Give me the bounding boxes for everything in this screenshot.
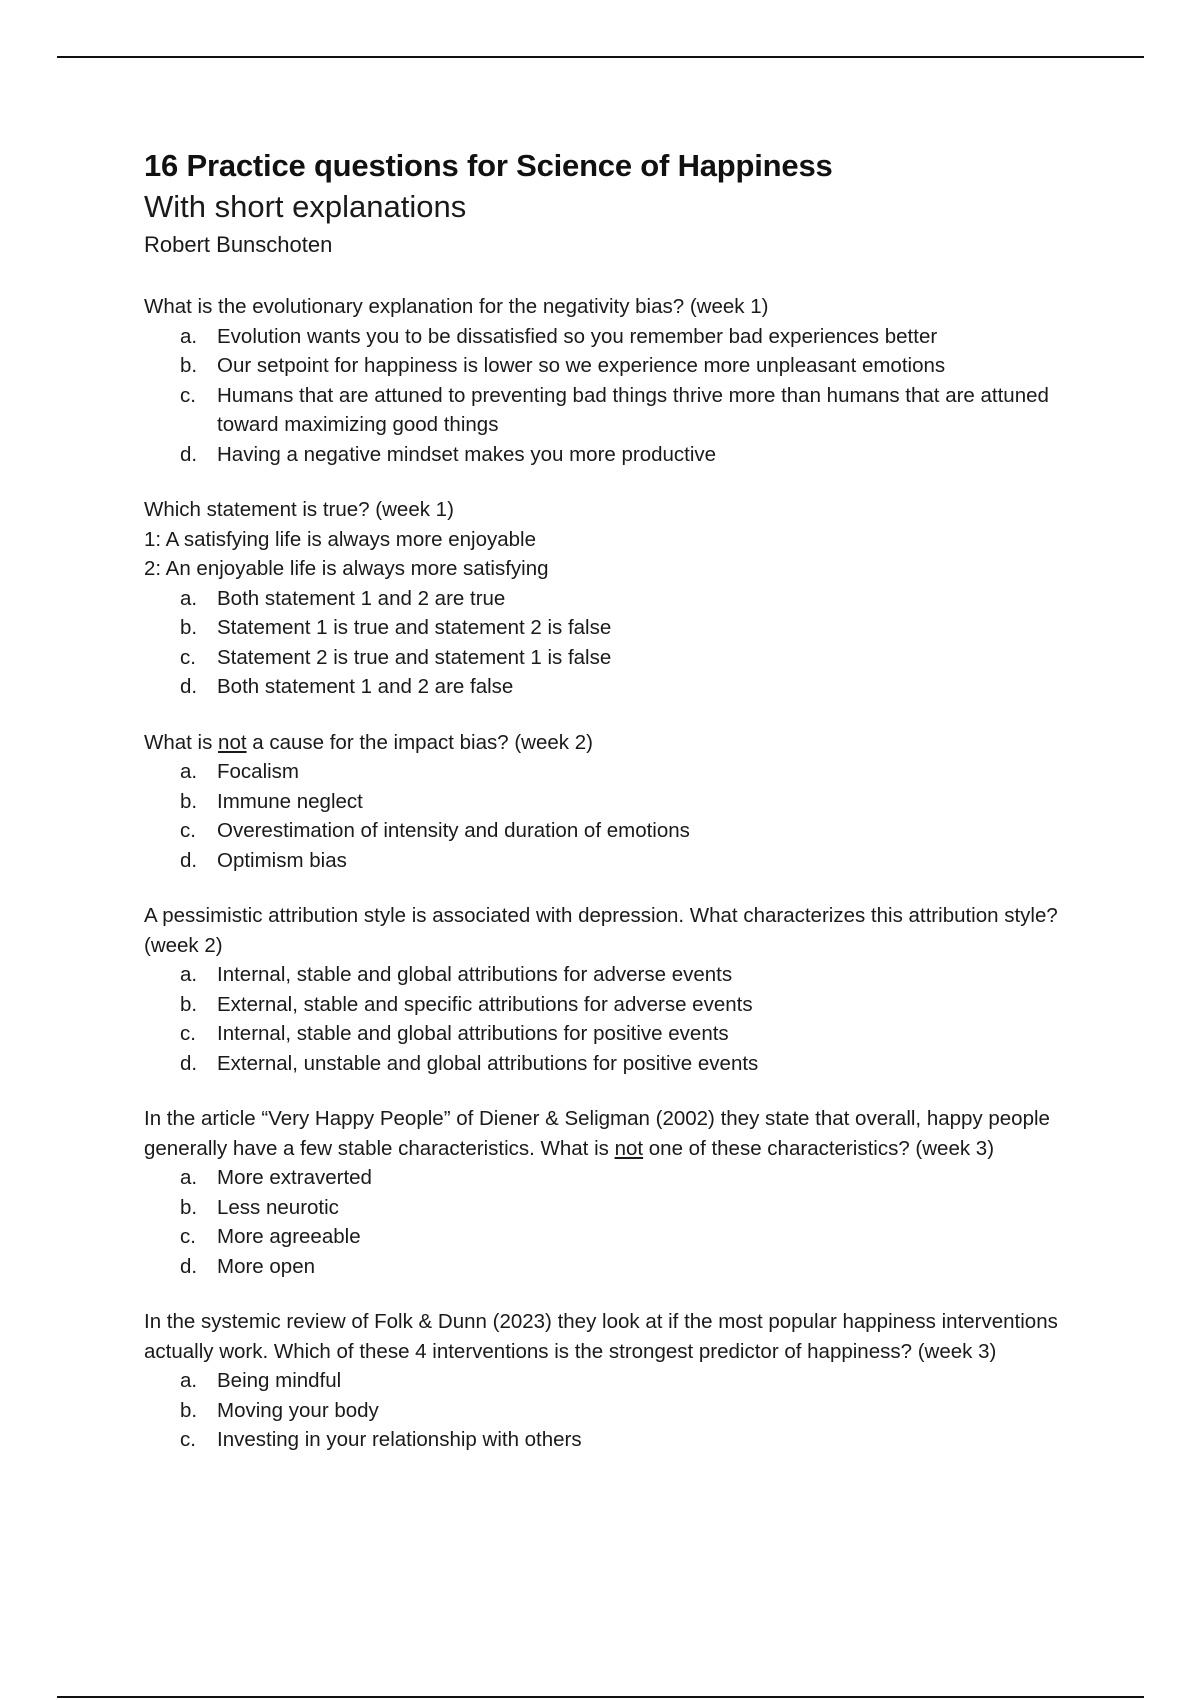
question-4-options [144,960,1074,1078]
question-text-part: What is [144,730,219,754]
option-letter: b. [180,789,198,813]
option-2c [144,643,1074,673]
statement-1: 1: A satisfying life is always more enjoyable [144,527,536,551]
option-text: Focalism [217,760,300,783]
document-body [144,146,1074,1455]
option-3d [144,846,1074,876]
option-letter: b. [180,1195,198,1219]
option-1d [144,440,1074,470]
option-5b [144,1193,1074,1223]
header-rule [57,56,1144,58]
option-text: Our setpoint for happiness is lower so we experience more unpleasant emotions [217,354,946,377]
document-subtitle: With short explanations [144,189,467,224]
question-3-options [144,757,1074,875]
option-letter: b. [180,992,198,1016]
option-6c [144,1425,1074,1455]
option-1a [144,322,1074,352]
option-text: More open [217,1254,316,1278]
option-4a [144,960,1074,990]
question-text-part: In the article “Very Happy People” of Diener & Seligman (2002) they state that overall, happy people generally have a few stable characteristics. What is [144,1107,1050,1160]
option-letter: b. [180,354,198,377]
option-letter: d. [180,675,198,698]
option-5d [144,1252,1074,1282]
option-text: Investing in your relationship with others [217,1428,582,1451]
option-letter: a. [180,1166,198,1189]
option-letter: a. [180,963,198,986]
option-3a [144,757,1074,787]
option-text: Optimism bias [217,848,347,872]
option-text: Statement 1 is true and statement 2 is false [217,616,612,639]
option-6a [144,1366,1074,1396]
footer-rule [57,1696,1144,1698]
question-1-options [144,322,1074,470]
document-title: 16 Practice questions for Science of Happiness [144,148,833,183]
option-4d [144,1049,1074,1079]
option-text: Both statement 1 and 2 are true [217,586,506,610]
option-1c [144,381,1074,440]
question-1 [144,292,1074,469]
option-text: Moving your body [217,1398,379,1422]
question-text-part: one of these characteristics? (week 3) [643,1136,995,1160]
option-text: Internal, stable and global attributions for positive events [217,1022,729,1045]
option-text: Internal, stable and global attributions for adverse events [217,963,733,986]
question-5-text [144,1104,1074,1163]
question-2 [144,495,1074,702]
option-letter: a. [180,760,198,783]
question-5-options [144,1163,1074,1281]
option-text: Overestimation of intensity and duration of emotions [217,819,690,842]
option-3c [144,816,1074,846]
option-2a [144,584,1074,614]
option-text: Humans that are attuned to preventing bad things thrive more than humans that are attuned toward maximizing good things [217,383,1049,436]
option-letter: a. [180,1369,198,1392]
option-letter: b. [180,1398,198,1422]
option-letter: c. [180,645,196,669]
option-text: Being mindful [217,1369,342,1392]
option-text: Having a negative mindset makes you more productive [217,442,717,466]
option-letter: d. [180,1254,198,1278]
question-6 [144,1307,1074,1455]
option-letter: d. [180,848,198,872]
question-text-part: a cause for the impact bias? (week 2) [246,730,593,754]
option-text: Evolution wants you to be dissatisfied so you remember bad experiences better [217,324,938,348]
question-list [144,292,1074,1455]
option-letter: c. [180,383,196,407]
statement-2: 2: An enjoyable life is always more satisfying [144,557,549,580]
option-letter: c. [180,1022,196,1045]
option-letter: c. [180,1428,196,1451]
option-text: External, stable and specific attributions for adverse events [217,992,753,1016]
question-4-text: A pessimistic attribution style is associated with depression. What characterizes this attribution style? (week 2) [144,904,1058,957]
option-letter: b. [180,616,198,639]
option-text: Statement 2 is true and statement 1 is false [217,645,612,669]
option-4b [144,990,1074,1020]
option-text: Both statement 1 and 2 are false [217,675,514,698]
option-2d [144,672,1074,702]
option-4c [144,1019,1074,1049]
question-2-text: Which statement is true? (week 1) [144,498,454,521]
option-text: External, unstable and global attributions for positive events [217,1051,759,1075]
document-author: Robert Bunschoten [144,232,333,257]
question-2-options [144,584,1074,702]
underlined-not: not [218,730,247,754]
question-4 [144,901,1074,1078]
option-text: More agreeable [217,1225,361,1248]
question-6-options [144,1366,1074,1455]
underlined-not: not [614,1136,644,1160]
question-5 [144,1104,1074,1281]
option-letter: d. [180,1051,198,1075]
option-letter: c. [180,1225,196,1248]
option-3b [144,787,1074,817]
option-text: Immune neglect [217,789,363,813]
option-5c [144,1222,1074,1252]
option-6b [144,1396,1074,1426]
question-3 [144,728,1074,876]
question-6-text: In the systemic review of Folk & Dunn (2023) they look at if the most popular happiness interventions actually work. Which of these 4 interventions is the strongest predictor of happiness? (week 3) [144,1310,1058,1363]
option-letter: d. [180,442,198,466]
question-3-text [144,728,1074,758]
option-2b [144,613,1074,643]
question-1-text: What is the evolutionary explanation for the negativity bias? (week 1) [144,295,769,318]
option-5a [144,1163,1074,1193]
option-text: Less neurotic [217,1195,339,1219]
option-1b [144,351,1074,381]
option-letter: c. [180,819,196,842]
option-text: More extraverted [217,1166,372,1189]
option-letter: a. [180,324,198,348]
option-letter: a. [180,586,198,610]
